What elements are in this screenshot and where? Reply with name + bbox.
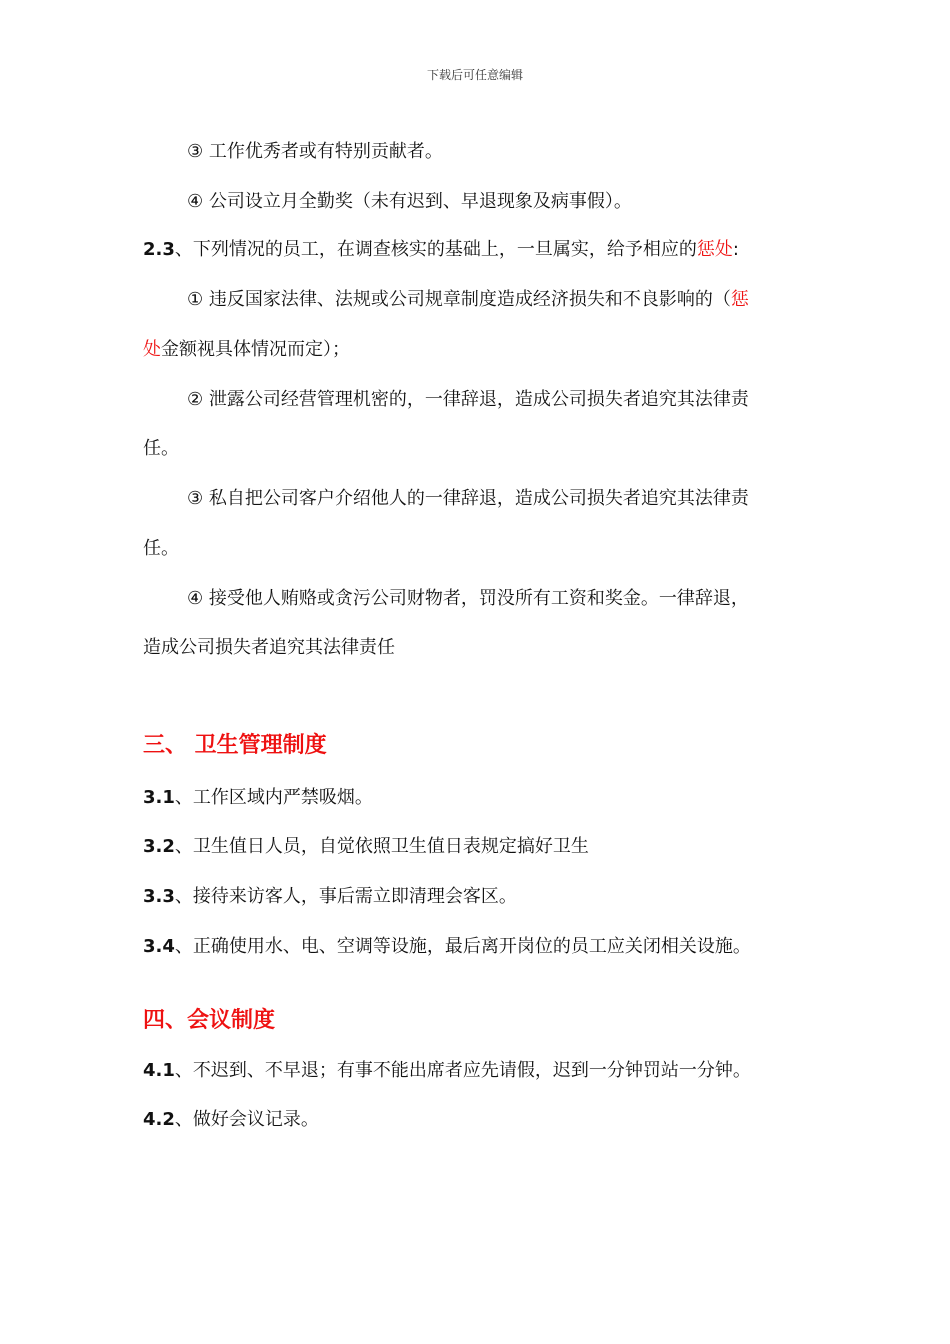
reward-item-3: ③ 工作优秀者或有特别贡献者。 <box>187 141 443 162</box>
sanitation-rule-3 <box>0 885 950 909</box>
rule-number: 3.2 <box>143 836 175 857</box>
penalty-1-line-1 <box>0 288 950 312</box>
penalty-1-text-cont: 金额视具体情况而定）； <box>161 339 350 360</box>
penalty-3-line-1: ③ 私自把公司客户介绍他人的一律辞退，造成公司损失者追究其法律责 <box>187 488 749 509</box>
penalty-4-line-1: ④ 接受他人贿赂或贪污公司财物者，罚没所有工资和奖金。一律辞退， <box>187 588 749 609</box>
penalty-3-line-2: 任。 <box>143 538 179 559</box>
rule-text: 、不迟到、不早退；有事不能出席者应先请假，迟到一分钟罚站一分钟。 <box>174 1060 751 1081</box>
penalty-1-highlight: 惩 <box>730 289 749 310</box>
rule-text: 、正确使用水、电、空调等设施，最后离开岗位的员工应关闭相关设施。 <box>174 936 751 957</box>
rule-number: 4.1 <box>143 1060 175 1081</box>
penalty-2-line-2: 任。 <box>143 438 179 459</box>
sanitation-rule-4 <box>0 935 950 959</box>
reward-item-4: ④ 公司设立月全勤奖（未有迟到、早退现象及病事假）。 <box>187 191 632 212</box>
rule-number: 4.2 <box>143 1109 175 1130</box>
rule-text: 、做好会议记录。 <box>174 1109 319 1130</box>
rule-text: 、卫生值日人员，自觉依照卫生值日表规定搞好卫生 <box>174 836 589 857</box>
rule-text: 、下列情况的员工，在调查核实的基础上，一旦属实，给予相应的 <box>174 239 697 260</box>
sanitation-rule-2 <box>0 835 950 859</box>
penalty-4-line-2: 造成公司损失者追究其法律责任 <box>143 637 395 658</box>
rule-highlight: 惩处 <box>696 239 733 260</box>
rule-number: 3.3 <box>143 886 175 907</box>
rule-text: 、工作区域内严禁吸烟。 <box>174 787 373 808</box>
rule-colon: : <box>732 239 739 260</box>
penalty-2-line-1: ② 泄露公司经营管理机密的，一律辞退，造成公司损失者追究其法律责 <box>187 389 749 410</box>
page-header: 下载后可任意编辑 <box>426 68 523 82</box>
penalty-1-line-2 <box>0 338 950 362</box>
rule-text: 、接待来访客人，事后需立即清理会客区。 <box>174 886 517 907</box>
sanitation-rule-1 <box>0 786 950 810</box>
rule-number: 3.4 <box>143 936 175 957</box>
penalty-1-text: ① 违反国家法律、法规或公司规章制度造成经济损失和不良影响的（ <box>187 289 731 310</box>
rule-2-3 <box>0 238 950 262</box>
meeting-rule-1 <box>0 1059 950 1083</box>
penalty-1-highlight-cont: 处 <box>143 339 161 360</box>
section-3-title: 三、 卫生管理制度 <box>143 733 327 758</box>
rule-number: 2.3 <box>143 239 175 260</box>
meeting-rule-2 <box>0 1108 950 1132</box>
rule-number: 3.1 <box>143 787 175 808</box>
section-4-title: 四、会议制度 <box>143 1008 276 1033</box>
